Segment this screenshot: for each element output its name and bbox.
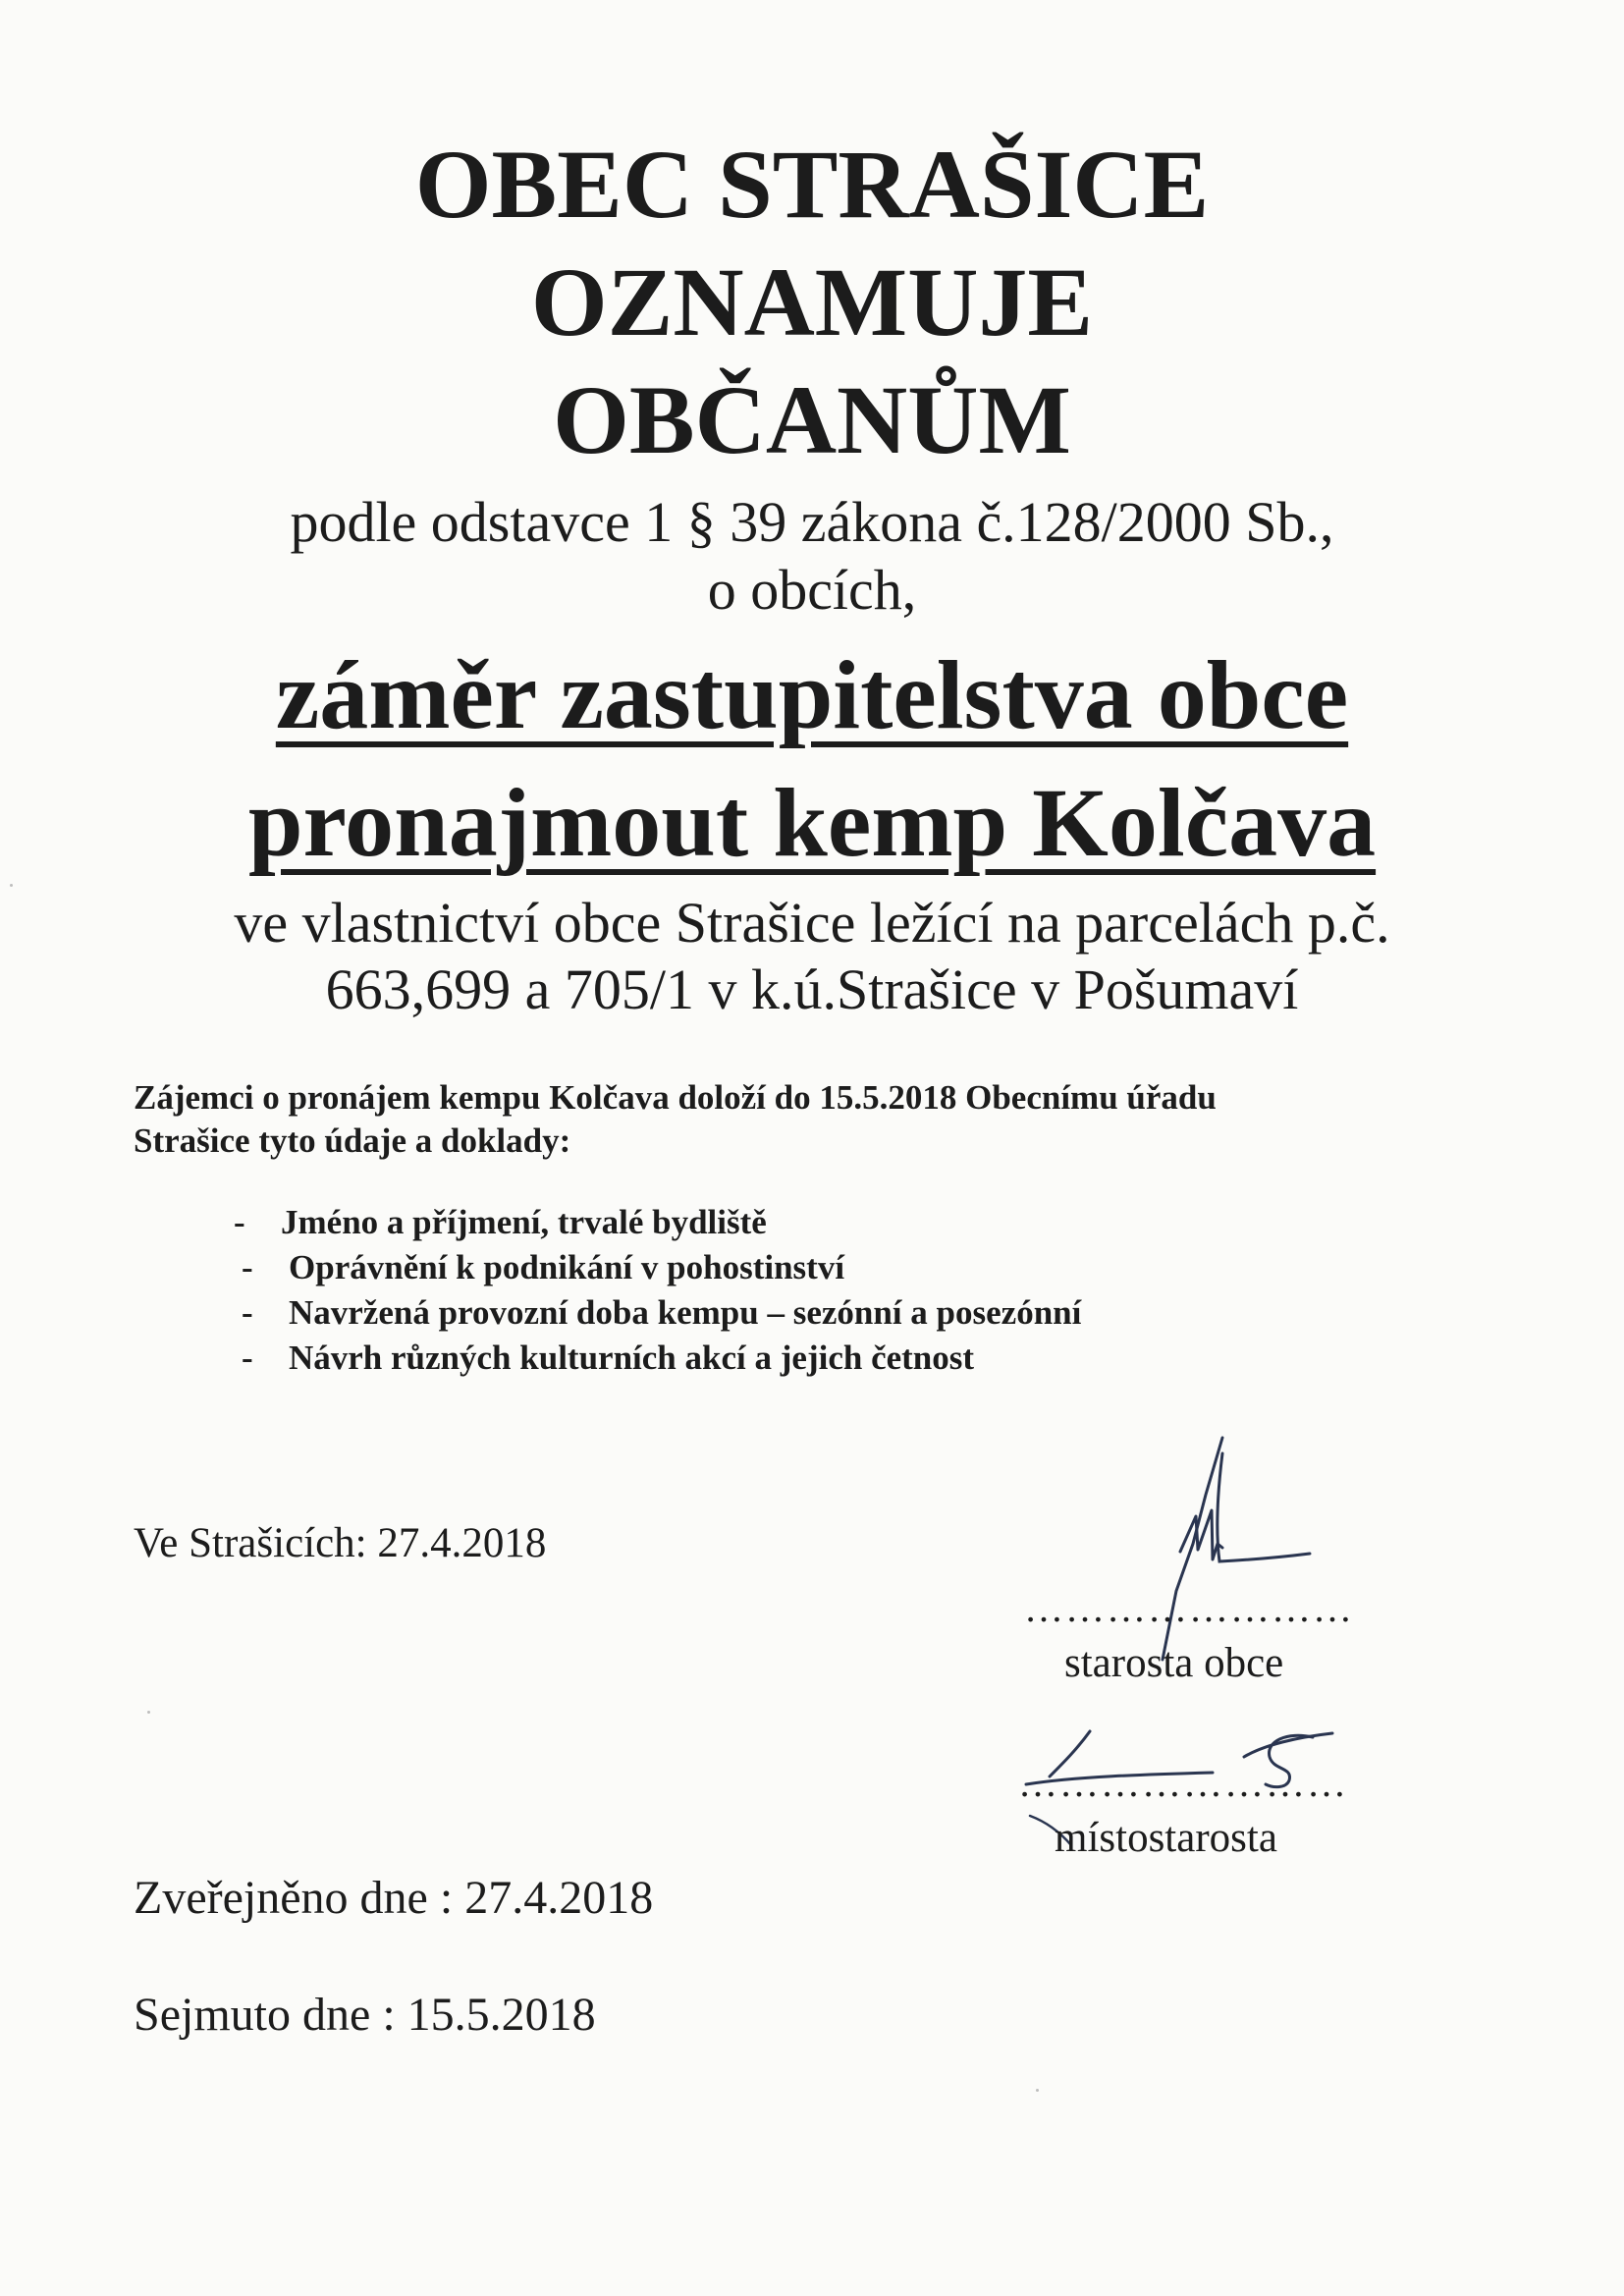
list-item-text: Oprávnění k podnikání v pohostinství [289, 1248, 845, 1286]
bullet-dash: - [242, 1339, 253, 1377]
property-line2: 663,699 a 705/1 v k.ú.Strašice v Pošumaví [325, 957, 1299, 1021]
list-item [234, 1200, 1081, 1245]
deputy-mayor-role-label: místostarosta [1055, 1815, 1277, 1861]
title-municipality: OBEC STRAŠICE [414, 130, 1210, 239]
scan-speck [1036, 2089, 1039, 2092]
place-and-date: Ve Strašicích: 27.4.2018 [134, 1520, 547, 1566]
applicants-intro-line2: Strašice tyto údaje a doklady: [134, 1121, 571, 1160]
list-item-text: Jméno a příjmení, trvalé bydliště [281, 1203, 767, 1241]
list-item-text: Návrh různých kulturních akcí a jejich četnost [289, 1339, 975, 1377]
removed-date: Sejmuto dne : 15.5.2018 [134, 1989, 596, 2041]
deputy-signature-line: …………………… [1018, 1761, 1348, 1805]
list-item-text: Navržená provozní doba kempu – sezónní a posezónní [289, 1293, 1082, 1332]
applicants-intro-line1: Zájemci o pronájem kempu Kolčava doloží do 15.5.2018 Obecnímu úřadu [134, 1078, 1217, 1117]
bullet-dash: - [234, 1203, 245, 1241]
legal-basis-line1: podle odstavce 1 § 39 zákona č.128/2000 Sb., [290, 490, 1334, 554]
intent-line2: pronajmout kemp Kolčava [247, 768, 1377, 877]
list-item [234, 1245, 1081, 1290]
list-item [234, 1290, 1081, 1336]
list-item [234, 1336, 1081, 1381]
published-date: Zveřejněno dne : 27.4.2018 [134, 1872, 654, 1924]
mayor-signature-line: …………………… [1024, 1586, 1354, 1630]
property-line1: ve vlastnictví obce Strašice ležící na parcelách p.č. [234, 891, 1390, 955]
required-documents-list [234, 1200, 1081, 1381]
scan-speck [10, 884, 13, 887]
intent-line1: záměr zastupitelstva obce [275, 640, 1349, 749]
title-citizens: OBČANŮM [553, 365, 1071, 474]
bullet-dash: - [242, 1293, 253, 1332]
scan-speck [147, 1711, 150, 1714]
title-announces: OZNAMUJE [530, 247, 1094, 356]
mayor-role-label: starosta obce [1064, 1640, 1284, 1686]
legal-basis-line2: o obcích, [707, 558, 917, 622]
bullet-dash: - [242, 1248, 253, 1286]
